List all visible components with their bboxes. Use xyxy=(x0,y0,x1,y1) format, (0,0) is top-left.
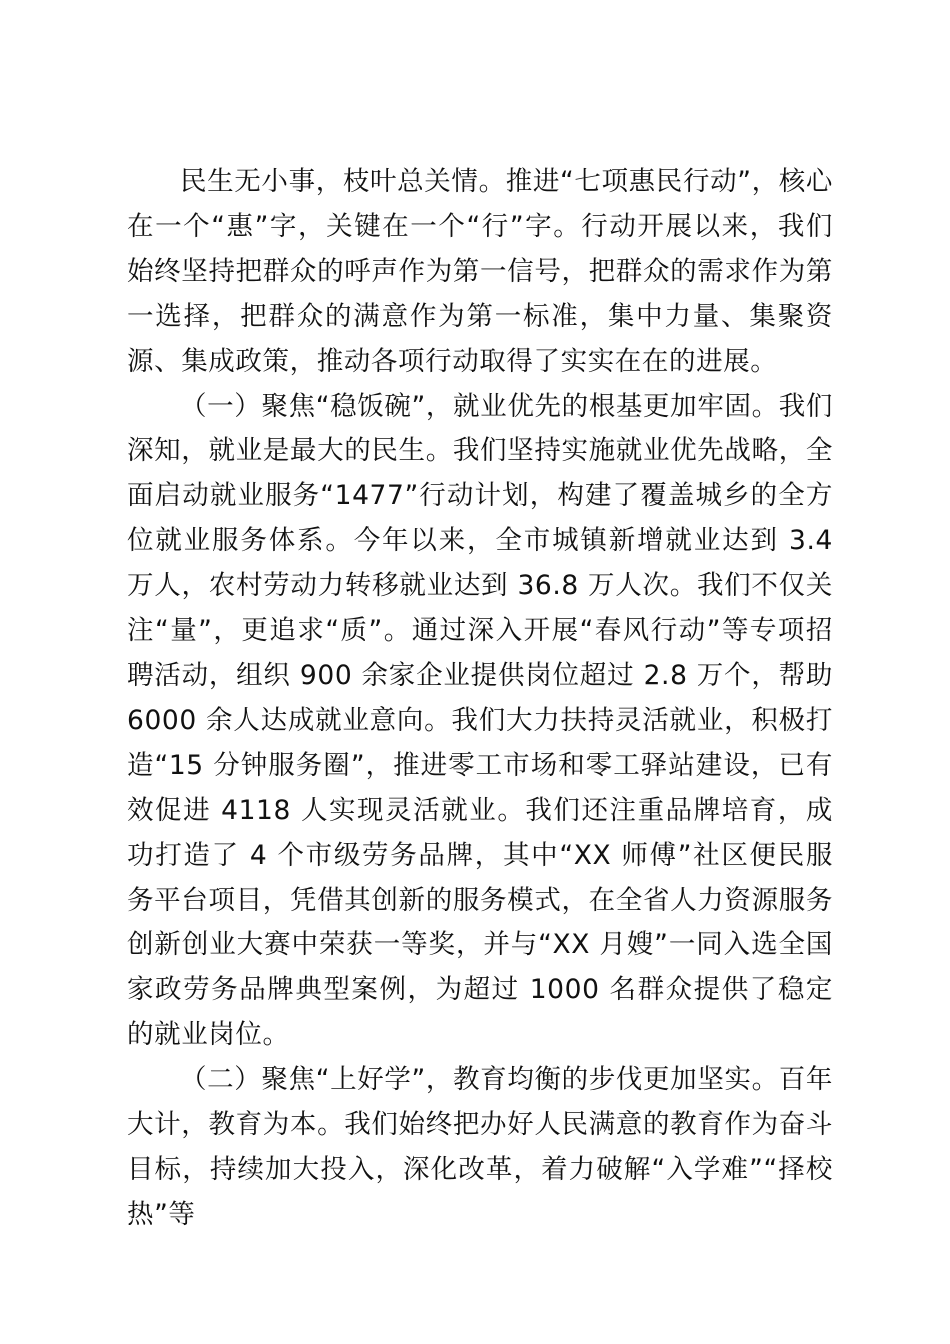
paragraph-employment: （一）聚焦“稳饭碗”，就业优先的根基更加牢固。我们深知，就业是最大的民生。我们坚持实施就业优先战略，全面启动就业服务“1477”行动计划，构建了覆盖城乡的全方位就业服务体系。今年以来，全市城镇新增就业达到 3.4 万人，农村劳动力转移就业达到 36.8 万人次。我们不仅关注“量”，更追求“质”。通过深入开展“春风行动”等专项招聘活动，组织 900 余家企业提供岗位超过 2.8 万个，帮助 6000 余人达成就业意向。我们大力扶持灵活就业，积极打造“15 分钟服务圈”，推进零工市场和零工驿站建设，已有效促进 4118 人实现灵活就业。我们还注重品牌培育，成功打造了 4 个市级劳务品牌，其中“XX 师傅”社区便民服务平台项目，凭借其创新的服务模式，在全省人力资源服务创新创业大赛中荣获一等奖，并与“XX 月嫂”一同入选全国家政劳务品牌典型案例，为超过 1000 名群众提供了稳定的就业岗位。 xyxy=(127,390,833,1051)
paragraph-intro: 民生无小事，枝叶总关情。推进“七项惠民行动”，核心在一个“惠”字，关键在一个“行”字。行动开展以来，我们始终坚持把群众的呼声作为第一信号，把群众的需求作为第一选择，把群众的满意作为第一标准，集中力量、集聚资源、集成政策，推动各项行动取得了实实在在的进展。 xyxy=(127,166,833,377)
paragraph-education: （二）聚焦“上好学”，教育均衡的步伐更加坚实。百年大计，教育为本。我们始终把办好人民满意的教育作为奋斗目标，持续加大投入，深化改革，着力破解“入学难”“择校热”等 xyxy=(127,1064,833,1230)
document-body xyxy=(127,160,833,1238)
